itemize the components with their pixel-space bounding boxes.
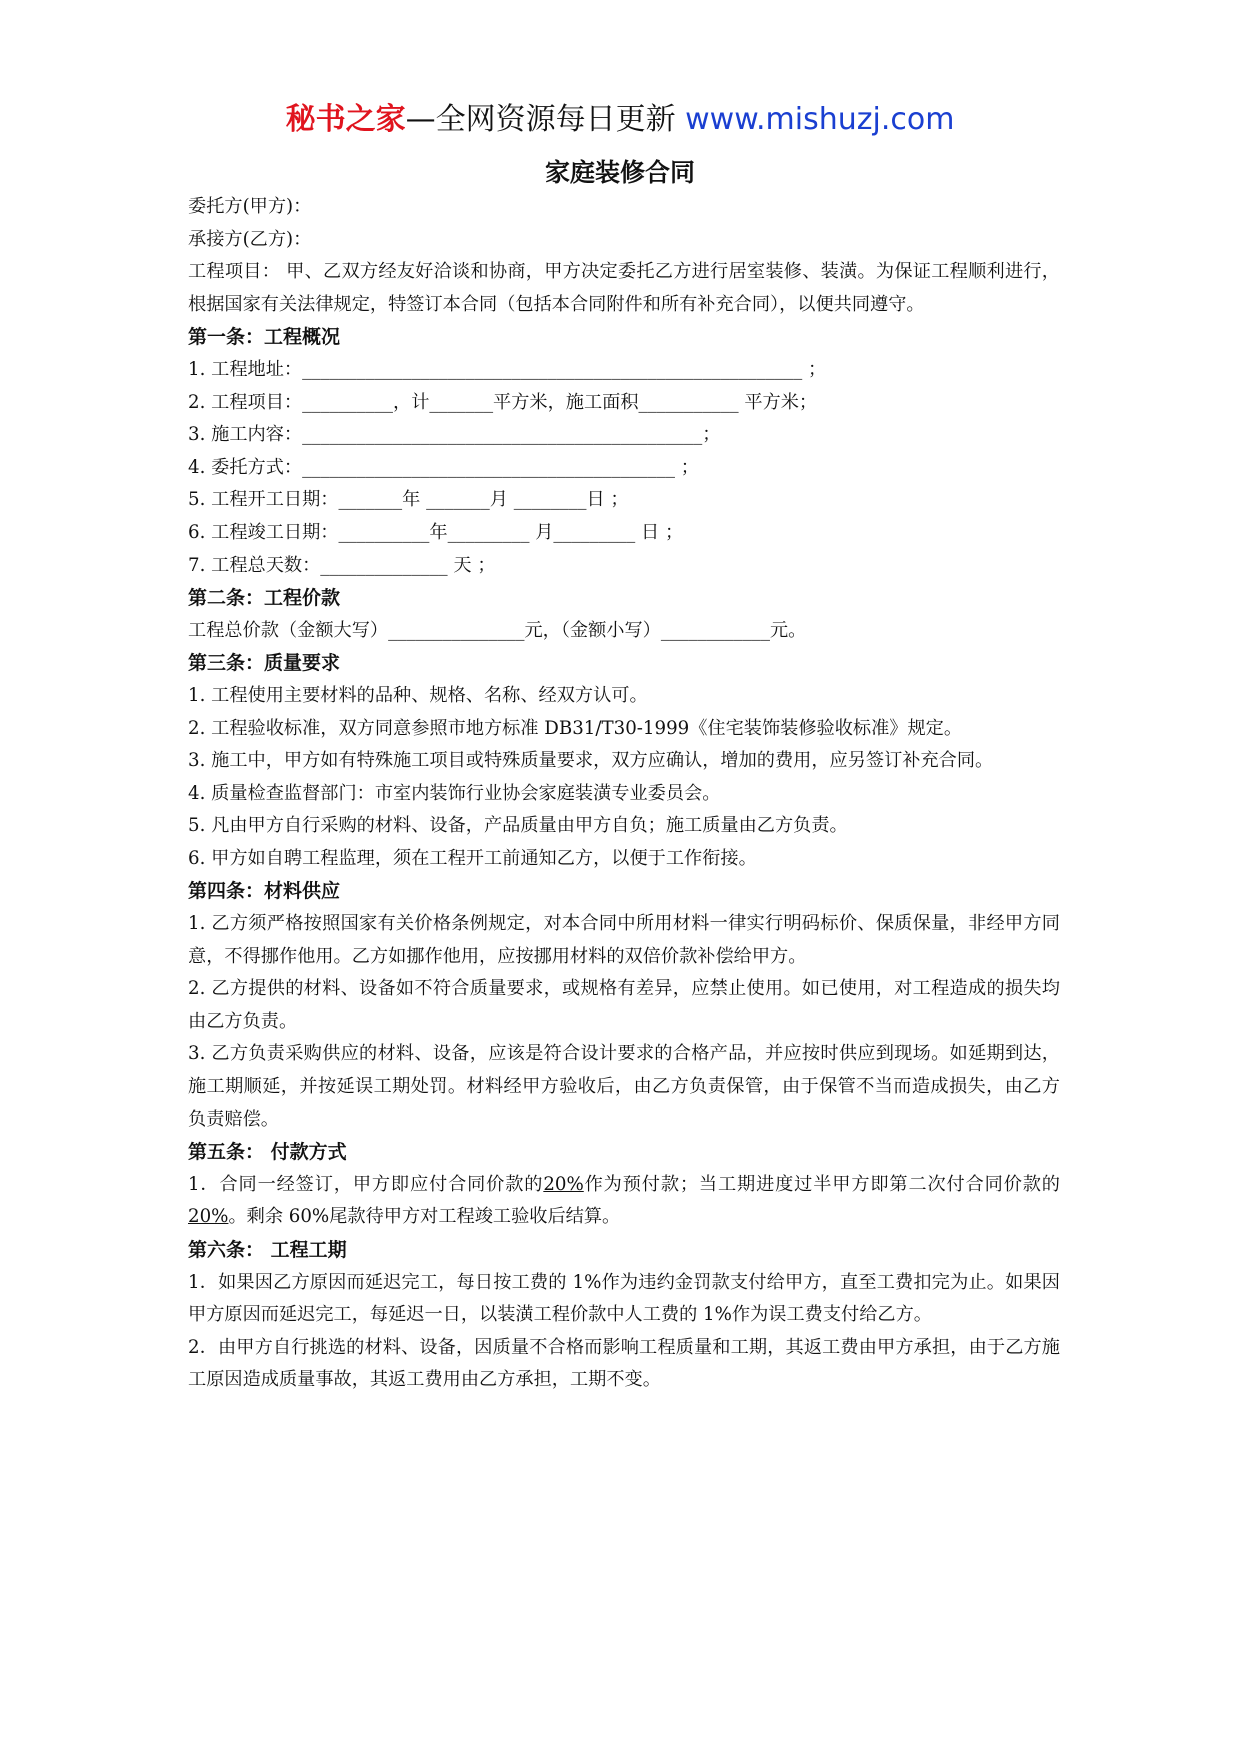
contractor-line: 承接方(乙方)： xyxy=(188,228,312,250)
art3-item-5: 5. 凡由甲方自行采购的材料、设备，产品质量由甲方自负；施工质量由乙方负责。 xyxy=(188,815,848,837)
art5-percent-2: 20% xyxy=(188,1206,229,1228)
art1-item-5: 5. 工程开工日期：_______年 _______月 ________日 ； xyxy=(188,489,629,511)
art3-item-4: 4. 质量检查监督部门：市室内装饰行业协会家庭装潢专业委员会。 xyxy=(188,782,721,804)
client-line: 委托方(甲方)： xyxy=(188,196,312,217)
art3-item-3: 3. 施工中，甲方如有特殊施工项目或特殊质量要求，双方应确认，增加的费用，应另签订补充合同。 xyxy=(188,750,994,772)
article-4-heading: 第四条：材料供应 xyxy=(188,880,341,903)
banner-slogan: —全网资源每日更新 xyxy=(405,102,686,137)
art5-text-b: 作为预付款；当工期进度过半甲方即第二次付合同价款的 xyxy=(583,1173,1060,1195)
art5-percent-1: 20% xyxy=(543,1173,584,1195)
document-title: 家庭装修合同 xyxy=(544,158,695,187)
art3-item-2: 2. 工程验收标准，双方同意参照市地方标准 DB31/T30-1999《住宅装饰装修验收标准》规定。 xyxy=(188,717,963,739)
art1-item-4: 4. 委托方式：_________________________________________ ； xyxy=(188,456,699,478)
site-url-link[interactable]: www.mishuzj.com xyxy=(685,102,955,137)
art1-item-1: 1. 工程地址：_______________________________________________________ ； xyxy=(188,358,827,380)
site-banner xyxy=(0,100,1240,140)
brand-name: 秘书之家 xyxy=(285,102,406,137)
art6-item-2: 2．由甲方自行挑选的材料、设备，因质量不合格而影响工程质量和工期，其返工费由甲方承担，由于乙方施工原因造成质量事故，其返工费用由乙方承担，工期不变。 xyxy=(188,1336,1060,1391)
art2-text: 工程总价款（金额大写）_______________元，（金额小写）____________元。 xyxy=(188,619,807,641)
art4-item-3: 3. 乙方负责采购供应的材料、设备，应该是符合设计要求的合格产品，并应按时供应到现场。如延期到达，施工期顺延，并按延误工期处罚。材料经甲方验收后，由乙方负责保管，由于保管不当而造成损失，由乙方负责赔偿。 xyxy=(188,1043,1060,1130)
article-6-heading: 第六条： 工程工期 xyxy=(188,1239,347,1261)
art4-item-1: 1. 乙方须严格按照国家有关价格条例规定，对本合同中所用材料一律实行明码标价、保质保量，非经甲方同意，不得挪作他用。乙方如挪作他用，应按挪用材料的双倍价款补偿给甲方。 xyxy=(188,913,1060,967)
article-1-heading: 第一条：工程概况 xyxy=(188,326,341,349)
art1-item-7: 7. 工程总天数：______________ 天 ； xyxy=(188,554,496,576)
art1-item-3: 3. 施工内容：____________________________________________； xyxy=(188,424,721,446)
document-body xyxy=(188,191,1060,1397)
art1-item-2: 2. 工程项目：__________，计_______平方米，施工面积___________ 平方米； xyxy=(188,391,818,413)
art1-item-6: 6. 工程竣工日期：__________年_________ 月_________ 日 ； xyxy=(188,521,684,543)
article-5-heading: 第五条： 付款方式 xyxy=(188,1141,347,1164)
art3-item-6: 6. 甲方如自聘工程监理，须在工程开工前通知乙方，以便于工作衔接。 xyxy=(188,847,757,869)
art4-item-2: 2. 乙方提供的材料、设备如不符合质量要求，或规格有差异，应禁止使用。如已使用，对工程造成的损失均由乙方负责。 xyxy=(188,978,1060,1032)
article-2-heading: 第二条：工程价款 xyxy=(188,587,341,610)
art5-text-c: 。剩余 60%尾款待甲方对工程竣工验收后结算。 xyxy=(228,1206,621,1228)
art5-item-1 xyxy=(188,1169,1060,1234)
article-3-heading: 第三条：质量要求 xyxy=(188,652,341,675)
intro-paragraph: 工程项目： 甲、乙双方经友好洽谈和协商，甲方决定委托乙方进行居室装修、装潢。为保证工程顺利进行，根据国家有关法律规定，特签订本合同（包括本合同附件和所有补充合同），以便共同遵守。 xyxy=(188,261,1060,315)
art6-item-1: 1．如果因乙方原因而延迟完工，每日按工费的 1%作为违约金罚款支付给甲方，直至工费扣完为止。如果因甲方原因而延迟完工，每延迟一日，以装潢工程价款中人工费的 1%作为误工费支付给乙方。 xyxy=(188,1271,1060,1326)
art3-item-1: 1. 工程使用主要材料的品种、规格、名称、经双方认可。 xyxy=(188,684,648,706)
art5-text-a: 1．合同一经签订，甲方即应付合同价款的 xyxy=(188,1173,544,1195)
